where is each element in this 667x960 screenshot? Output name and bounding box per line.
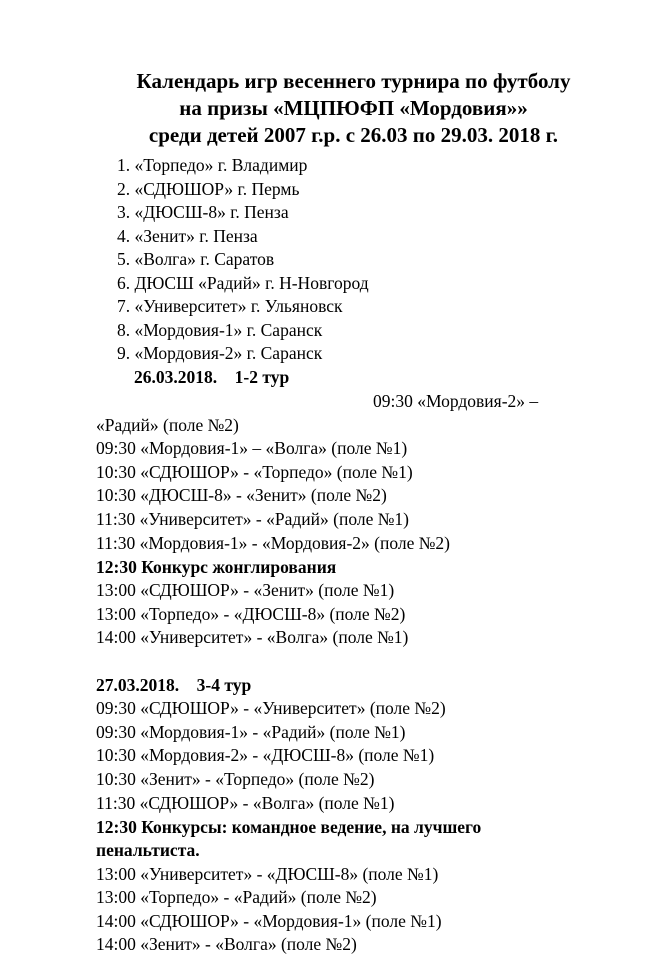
day1-first-match-part-1: 09:30 «Мордовия-2» –: [373, 391, 539, 411]
day2-contest-line-1: 12:30 Конкурсы: командное ведение, на лучшего: [96, 817, 482, 837]
day2-match: 09:30 «Мордовия-1» - «Радий» (поле №1): [96, 722, 406, 742]
day1-match: 13:00 «СДЮШОР» - «Зенит» (поле №1): [96, 580, 395, 600]
team-item: 2. «СДЮШОР» г. Пермь: [117, 178, 300, 199]
title-line-3: среди детей 2007 г.р. с 26.03 по 29.03. 2018 г.: [148, 123, 559, 147]
day2-contest-line-2: пенальтиста.: [96, 840, 200, 860]
team-item: 5. «Волга» г. Саратов: [117, 249, 275, 269]
team-item: 7. «Университет» г. Ульяновск: [117, 296, 343, 316]
day1-match: 10:30 «СДЮШОР» - «Торпедо» (поле №1): [96, 462, 413, 482]
day1-match: 09:30 «Мордовия-1» – «Волга» (поле №1): [96, 438, 408, 458]
title-line-2: на призы «МЦПЮФП «Мордовия»»: [179, 96, 528, 120]
day2-match: 13:00 «Университет» - «ДЮСШ-8» (поле №1): [96, 864, 439, 884]
day1-contest: 12:30 Конкурс жонглирования: [96, 557, 337, 577]
team-item: 3. «ДЮСШ-8» г. Пенза: [117, 202, 289, 222]
day1-match: 14:00 «Университет» - «Волга» (поле №1): [96, 627, 409, 647]
day1-match: 10:30 «ДЮСШ-8» - «Зенит» (поле №2): [96, 485, 387, 505]
team-list: [117, 154, 369, 366]
day1-match: 11:30 «Университет» - «Радий» (поле №1): [96, 509, 409, 529]
team-item: 9. «Мордовия-2» г. Саранск: [117, 343, 323, 363]
team-item: 8. «Мордовия-1» г. Саранск: [117, 319, 323, 340]
day2-match: 11:30 «СДЮШОР» - «Волга» (поле №1): [96, 793, 395, 813]
day2-match: 09:30 «СДЮШОР» - «Университет» (поле №2): [96, 698, 446, 718]
team-item: 6. ДЮСШ «Радий» г. Н-Новгород: [117, 272, 369, 293]
day2-match: 13:00 «Торпедо» - «Радий» (поле №2): [96, 887, 377, 907]
day1-header: 26.03.2018. 1-2 тур: [134, 367, 290, 387]
document-title: [0, 68, 667, 149]
day1-first-match-part-2: «Радий» (поле №2): [96, 415, 239, 435]
team-item: 1. «Торпедо» г. Владимир: [117, 155, 308, 175]
day2-match: 10:30 «Зенит» - «Торпедо» (поле №2): [96, 769, 375, 789]
day1-match: 11:30 «Мордовия-1» - «Мордовия-2» (поле №2): [96, 533, 451, 553]
day1-match: 13:00 «Торпедо» - «ДЮСШ-8» (поле №2): [96, 604, 406, 624]
day2-match: 14:00 «СДЮШОР» - «Мордовия-1» (поле №1): [96, 911, 442, 931]
day2-match: 14:00 «Зенит» - «Волга» (поле №2): [96, 934, 357, 954]
team-item: 4. «Зенит» г. Пенза: [117, 225, 258, 246]
day2-match: 10:30 «Мордовия-2» - «ДЮСШ-8» (поле №1): [96, 745, 435, 765]
day2-header: 27.03.2018. 3-4 тур: [96, 675, 252, 695]
title-line-1: Календарь игр весеннего турнира по футболу: [136, 69, 571, 93]
